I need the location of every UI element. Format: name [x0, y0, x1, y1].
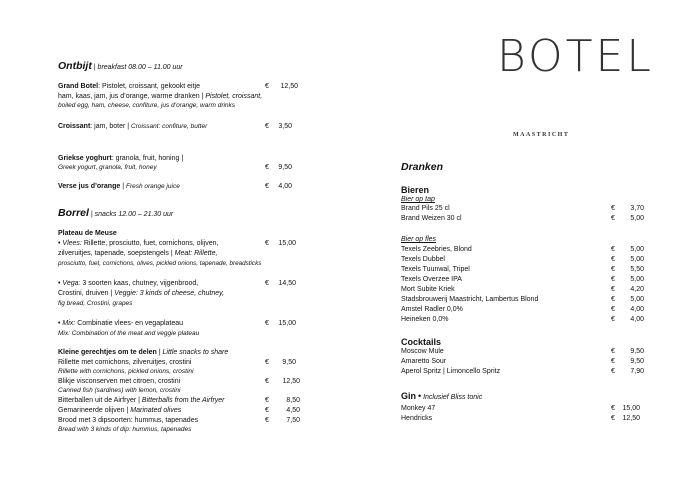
bullet: •	[417, 391, 422, 401]
price: 8,50	[286, 397, 300, 404]
borrel-heading	[58, 207, 173, 219]
item-name: Vega:	[62, 280, 81, 287]
drink-item: Texels Zeebries, Blond	[401, 246, 472, 253]
cocktails-title: Cocktails	[401, 337, 442, 347]
item-desc2: ham, kaas, jam, jus d’orange, warme dranken |	[58, 93, 204, 100]
bottle-title: Bier op fles	[401, 236, 437, 243]
menu-item-grand-botel	[58, 83, 200, 91]
drink-item: Hendricks	[401, 415, 433, 422]
item-desc2: Crostini, druiven |	[58, 290, 113, 297]
item-translation: Pistolet, croissant,	[205, 93, 263, 100]
bullet: •	[58, 240, 61, 247]
plateau-item-veggie	[58, 280, 198, 288]
small-snacks-title: Kleine gerechtjes om te delen	[58, 349, 157, 356]
item-translation: Croissant: confiture, butter	[131, 123, 208, 130]
drink-item: Texels Dubbel	[401, 256, 445, 263]
item-name: Rillette met cornichons, zilveruitjes, crostini	[58, 359, 192, 366]
item-name: Brood met 3 dipsoorten: hummus, tapenades	[58, 417, 199, 424]
item-desc: Combinatie vlees- en vegaplateau	[77, 320, 184, 327]
price: 5,00	[630, 296, 644, 303]
snack-item-rillette	[58, 359, 191, 367]
plateau-item-mix	[58, 320, 183, 328]
currency: €	[265, 164, 269, 171]
currency: €	[611, 316, 615, 323]
currency: €	[611, 348, 615, 355]
item-translation-line2: boiled egg, ham, cheese, confiture, jus d’orange, warm drinks	[58, 102, 236, 109]
currency: €	[611, 368, 615, 375]
price: 4,00	[630, 316, 644, 323]
price: 4,00	[630, 306, 644, 313]
item-desc-line2	[58, 250, 217, 258]
price: 5,50	[630, 266, 644, 273]
item-name: Verse jus d’orange	[58, 183, 121, 190]
price: 15,00	[278, 320, 296, 327]
currency: €	[611, 266, 615, 273]
currency: €	[265, 280, 269, 287]
item-translation: Marinated olives	[130, 407, 182, 414]
price: 5,00	[630, 215, 644, 222]
snack-item-bitterballen	[58, 397, 225, 405]
price: 4,00	[278, 183, 292, 190]
price: 9,50	[630, 358, 644, 365]
currency: €	[611, 246, 615, 253]
item-translation: Bitterballs from the Airfryer	[141, 397, 225, 404]
breakfast-subtitle: | breakfast 08.00 – 11.00 uur	[93, 64, 183, 71]
currency: €	[265, 378, 269, 385]
currency: €	[265, 397, 269, 404]
drink-item: Amstel Radler 0,0%	[401, 306, 463, 313]
plateau-item-meat	[58, 240, 218, 248]
item-desc: |	[120, 183, 125, 190]
item-name: Bitterballen uit de Airfryer |	[58, 397, 140, 404]
currency: €	[265, 123, 269, 130]
currency: €	[265, 183, 269, 190]
snack-item-bread	[58, 417, 198, 425]
item-translation: Fresh orange juice	[125, 183, 180, 190]
price: 15,00	[622, 405, 640, 412]
currency: €	[611, 296, 615, 303]
plateau-title: Plateau de Meuse	[58, 230, 117, 237]
drink-item: Texels Tuunwal, Tripel	[401, 266, 470, 273]
price: 5,00	[630, 256, 644, 263]
currency: €	[265, 359, 269, 366]
gin-subtitle: Inclusief Bliss tonic	[423, 394, 483, 401]
item-translation-line2: fig bread, Crostini, grapes	[58, 300, 133, 307]
menu-item-yoghurt	[58, 155, 183, 163]
price: 7,50	[286, 417, 300, 424]
price: 12,50	[622, 415, 640, 422]
currency: €	[611, 405, 615, 412]
item-desc: : Pistolet, croissant, gekookt eitje	[98, 83, 200, 90]
drink-item: Moscow Mule	[401, 348, 444, 355]
price: 15,00	[278, 240, 296, 247]
item-name: Griekse yoghurt	[58, 155, 112, 162]
price: 5,00	[630, 276, 644, 283]
bullet: •	[58, 280, 61, 287]
borrel-title: Borrel	[58, 207, 89, 219]
breakfast-heading	[58, 60, 183, 72]
logo-city: MAASTRICHT	[513, 132, 570, 138]
drink-item: Heineken 0,0%	[401, 316, 449, 323]
gin-title: Gin	[401, 391, 416, 401]
currency: €	[265, 407, 269, 414]
botel-logo: BOTEL	[497, 31, 654, 82]
price: 3,50	[278, 123, 292, 130]
borrel-subtitle: | snacks 12.00 – 21.30 uur	[90, 211, 174, 218]
item-name: Grand Botel	[58, 83, 99, 90]
currency: €	[265, 240, 269, 247]
gin-heading	[401, 391, 482, 402]
item-translation: Canned fish (sardines) with lemon, crostini	[58, 387, 181, 394]
tap-title: Bier op tap	[401, 196, 435, 203]
item-desc: 3 soorten kaas, chutney, vijgenbrood,	[82, 280, 199, 287]
price: 5,00	[630, 246, 644, 253]
drink-item: Aperol Spritz | Limoncello Spritz	[401, 368, 501, 375]
small-snacks-heading	[58, 349, 228, 357]
price: 4,50	[286, 407, 300, 414]
menu-item-croissant	[58, 123, 207, 131]
item-desc: : jam, boter |	[90, 123, 130, 130]
snack-item-canned-fish	[58, 378, 180, 386]
item-translation: Meat: Rillette,	[174, 250, 218, 257]
currency: €	[265, 417, 269, 424]
drink-item: Texels Overzee IPA	[401, 276, 462, 283]
item-desc: Rillette, prosciutto, fuet, cornichons, olijven,	[83, 240, 219, 247]
item-translation: Rillette with cornichons, pickled onions, crostini	[58, 368, 194, 375]
price: 12,50	[280, 83, 298, 90]
price: 9,50	[278, 164, 292, 171]
price: 9,50	[630, 348, 644, 355]
currency: €	[611, 256, 615, 263]
currency: €	[611, 286, 615, 293]
drink-item: Mort Subite Kriek	[401, 286, 455, 293]
price: 14,50	[278, 280, 296, 287]
drink-item: Stadsbrouwerij Maastricht, Lambertus Blond	[401, 296, 539, 303]
snack-item-olives	[58, 407, 181, 415]
currency: €	[611, 415, 615, 422]
price: 4,20	[630, 286, 644, 293]
item-translation: Greek yogurt, granola, fruit, honey	[58, 164, 157, 171]
price: 12,50	[282, 378, 300, 385]
item-name: Gemarineerde olijven |	[58, 407, 129, 414]
item-name: Vlees:	[62, 240, 82, 247]
item-desc2: zilveruitjes, tapenade, soepstengels |	[58, 250, 173, 257]
item-translation: Mix: Combination of the meat and veggie plateau	[58, 330, 200, 337]
drink-item: Brand Pils 25 cl	[401, 205, 450, 212]
drink-item: Amaretto Sour	[401, 358, 447, 365]
menu-item-orange-juice	[58, 183, 180, 191]
item-name: Mix:	[62, 320, 76, 327]
item-desc: : granola, fruit, honing |	[111, 155, 184, 162]
currency: €	[611, 306, 615, 313]
currency: €	[611, 205, 615, 212]
item-translation: Bread with 3 kinds of dip: hummus, tapenades	[58, 426, 192, 433]
item-name: Blikje visconserven met citroen, crostini	[58, 378, 181, 385]
currency: €	[611, 276, 615, 283]
breakfast-title: Ontbijt	[58, 60, 92, 72]
bullet: •	[58, 320, 61, 327]
small-snacks-subtitle: | Little snacks to share	[158, 349, 229, 356]
item-desc-line2	[58, 93, 262, 101]
price: 3,70	[630, 205, 644, 212]
price: 9,50	[282, 359, 296, 366]
currency: €	[265, 83, 269, 90]
currency: €	[611, 358, 615, 365]
item-name: Croissant	[58, 123, 91, 130]
item-desc-line2	[58, 290, 224, 298]
drink-item: Brand Weizen 30 cl	[401, 215, 462, 222]
item-translation-line2: prosciutto, fuet, cornichons, olives, pickled onions, tapenade, breadsticks	[58, 260, 262, 267]
item-translation: Veggie: 3 kinds of cheese, chutney,	[114, 290, 225, 297]
currency: €	[265, 320, 269, 327]
price: 7,90	[630, 368, 644, 375]
drinks-title: Dranken	[401, 161, 444, 173]
currency: €	[611, 215, 615, 222]
beer-title: Bieren	[401, 185, 430, 195]
drink-item: Monkey 47	[401, 405, 436, 412]
